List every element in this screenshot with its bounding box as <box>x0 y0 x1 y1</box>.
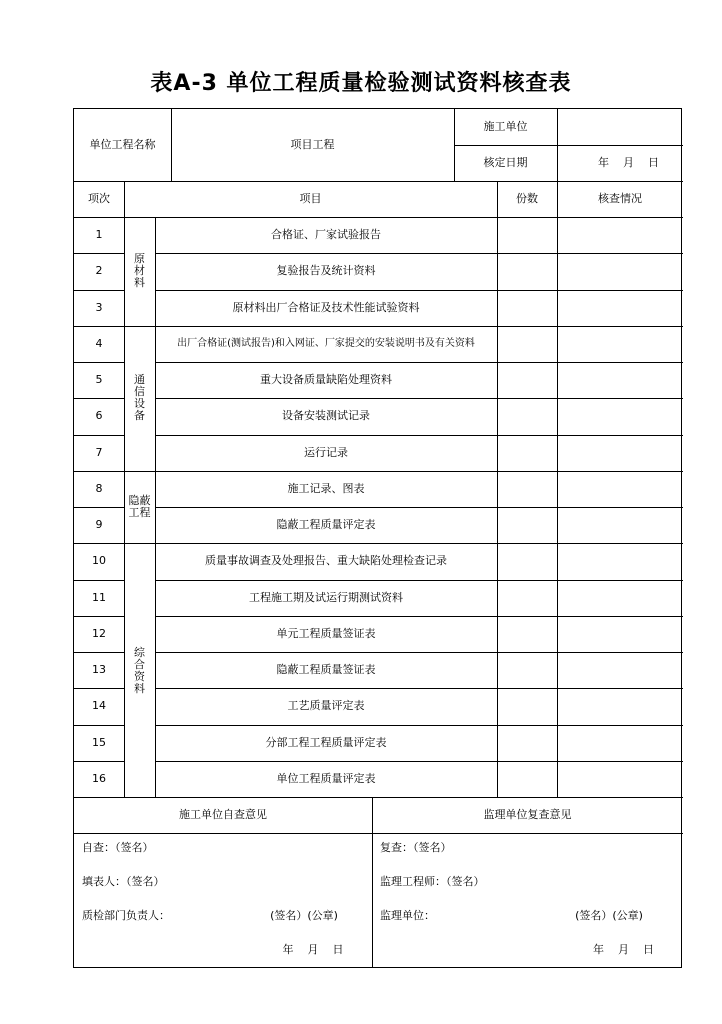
row-index: 6 <box>95 409 103 423</box>
row-index: 10 <box>92 554 106 568</box>
column-header-index: 项次 <box>88 192 110 205</box>
h-rule <box>74 181 683 182</box>
v-rule <box>372 797 373 967</box>
row-copies[interactable] <box>497 217 557 253</box>
page-title: 表A-3 单位工程质量检验测试资料核查表 <box>150 71 572 96</box>
group-label-raw-materials: 原 材 料 <box>134 252 145 289</box>
h-rule <box>74 761 124 762</box>
column-header-item: 项目 <box>299 192 322 205</box>
h-rule <box>155 290 683 291</box>
h-rule <box>74 580 124 581</box>
row-copies[interactable] <box>497 616 557 652</box>
h-rule <box>454 145 683 146</box>
row-copies[interactable] <box>497 398 557 434</box>
row-copies[interactable] <box>497 507 557 543</box>
check-date-label: 核定日期 <box>483 156 528 169</box>
check-date-value[interactable]: 年 月 日 <box>598 156 659 169</box>
h-rule <box>74 833 683 834</box>
row-item: 运行记录 <box>304 445 348 459</box>
row-index: 15 <box>92 735 106 749</box>
v-rule <box>454 109 455 181</box>
row-copies[interactable] <box>497 362 557 398</box>
h-rule <box>155 435 683 436</box>
h-rule <box>155 725 683 726</box>
row-status[interactable] <box>557 725 683 761</box>
h-rule <box>74 507 124 508</box>
row-status[interactable] <box>557 580 683 616</box>
v-rule <box>497 181 498 797</box>
row-copies[interactable] <box>497 471 557 507</box>
row-index: 14 <box>92 699 106 713</box>
h-rule <box>155 362 683 363</box>
row-item: 合格证、厂家试验报告 <box>271 228 381 242</box>
construction-unit-label: 施工单位 <box>483 120 528 133</box>
qc-head-label: 质检部门负责人： <box>82 909 170 922</box>
row-item: 复验报告及统计资料 <box>276 264 376 278</box>
row-copies[interactable] <box>497 290 557 326</box>
v-rule <box>557 181 558 797</box>
row-status[interactable] <box>557 507 683 543</box>
h-rule <box>155 688 683 689</box>
row-index: 13 <box>92 663 106 677</box>
row-copies[interactable] <box>497 543 557 579</box>
row-item: 质量事故调查及处理报告、重大缺陷处理检查记录 <box>205 554 447 568</box>
column-header-copies: 份数 <box>516 192 538 205</box>
v-rule <box>124 181 125 797</box>
row-item: 单元工程质量签证表 <box>276 626 376 640</box>
h-rule <box>155 253 683 254</box>
filled-by-signature[interactable]: 填表人：（签名） <box>82 875 165 888</box>
row-index: 9 <box>95 518 103 532</box>
h-rule <box>74 725 124 726</box>
row-status[interactable] <box>557 688 683 724</box>
row-status[interactable] <box>557 435 683 471</box>
row-index: 4 <box>95 336 103 350</box>
row-status[interactable] <box>557 543 683 579</box>
supervisor-opinion-header: 监理单位复查意见 <box>483 808 572 821</box>
row-item: 施工记录、图表 <box>287 481 365 495</box>
row-status[interactable] <box>557 761 683 797</box>
row-index: 2 <box>95 264 103 278</box>
group-label-telecom-equipment: 通 信 设 备 <box>134 372 145 422</box>
row-index: 1 <box>95 228 103 242</box>
row-item: 工艺质量评定表 <box>287 699 365 713</box>
v-rule <box>155 217 156 797</box>
right-sign-seal[interactable]: (签名）(公章) <box>575 909 643 922</box>
row-copies[interactable] <box>497 688 557 724</box>
h-rule <box>74 652 124 653</box>
row-status[interactable] <box>557 253 683 289</box>
row-status[interactable] <box>557 326 683 362</box>
row-item: 原材料出厂合格证及技术性能试验资料 <box>232 300 420 314</box>
h-rule <box>155 761 683 762</box>
row-index: 5 <box>95 373 103 387</box>
row-index: 11 <box>92 590 106 604</box>
row-copies[interactable] <box>497 725 557 761</box>
h-rule <box>155 616 683 617</box>
row-item: 重大设备质量缺陷处理资料 <box>260 373 392 387</box>
h-rule <box>74 471 683 472</box>
group-label-comprehensive-data: 综 合 资 料 <box>134 645 145 695</box>
self-check-signature[interactable]: 自查：（签名） <box>82 841 154 854</box>
h-rule <box>74 543 683 544</box>
unit-project-value[interactable]: 项目工程 <box>290 138 335 151</box>
row-status[interactable] <box>557 362 683 398</box>
h-rule <box>155 398 683 399</box>
row-copies[interactable] <box>497 435 557 471</box>
h-rule <box>74 616 124 617</box>
row-item: 单位工程质量评定表 <box>276 771 376 785</box>
h-rule <box>155 652 683 653</box>
row-item: 分部工程工程质量评定表 <box>265 735 387 749</box>
h-rule <box>74 290 124 291</box>
row-item: 隐蔽工程质量评定表 <box>276 518 376 532</box>
v-rule <box>557 109 558 181</box>
row-index: 3 <box>95 300 103 314</box>
h-rule <box>74 435 124 436</box>
h-rule <box>74 362 124 363</box>
group-label-concealed-works: 隐蔽 工程 <box>128 494 151 519</box>
row-copies[interactable] <box>497 761 557 797</box>
review-signature[interactable]: 复查：（签名） <box>380 841 452 854</box>
row-index: 7 <box>95 445 103 459</box>
row-copies[interactable] <box>497 652 557 688</box>
inspection-form-table <box>73 108 682 968</box>
row-status[interactable] <box>557 290 683 326</box>
v-rule <box>171 109 172 181</box>
h-rule <box>74 688 124 689</box>
row-index: 8 <box>95 481 103 495</box>
row-status[interactable] <box>557 471 683 507</box>
row-copies[interactable] <box>497 326 557 362</box>
h-rule <box>74 253 124 254</box>
row-status[interactable] <box>557 616 683 652</box>
unit-project-label: 单位工程名称 <box>89 138 156 151</box>
h-rule <box>155 580 683 581</box>
row-copies[interactable] <box>497 580 557 616</box>
left-date[interactable]: 年 月 日 <box>282 943 344 956</box>
row-item: 出厂合格证(测试报告)和入网证、厂家提交的安装说明书及有关资料 <box>177 337 475 349</box>
left-sign-seal[interactable]: (签名）(公章) <box>270 909 338 922</box>
row-copies[interactable] <box>497 253 557 289</box>
right-date[interactable]: 年 月 日 <box>593 943 654 956</box>
row-status[interactable] <box>557 398 683 434</box>
construction-unit-value[interactable] <box>557 109 683 145</box>
supervising-engineer-signature[interactable]: 监理工程师：（签名） <box>380 875 485 888</box>
h-rule <box>74 797 683 798</box>
row-index: 12 <box>92 626 106 640</box>
h-rule <box>74 326 683 327</box>
row-item: 设备安装测试记录 <box>282 409 370 423</box>
row-index: 16 <box>92 771 106 785</box>
h-rule <box>74 398 124 399</box>
row-status[interactable] <box>557 217 683 253</box>
supervision-unit-label: 监理单位： <box>380 909 435 922</box>
column-header-status: 核查情况 <box>598 192 642 205</box>
contractor-opinion-header: 施工单位自查意见 <box>179 808 267 821</box>
row-item: 工程施工期及试运行期测试资料 <box>249 590 403 604</box>
row-status[interactable] <box>557 652 683 688</box>
h-rule <box>155 507 683 508</box>
h-rule <box>74 217 683 218</box>
row-item: 隐蔽工程质量签证表 <box>276 663 376 677</box>
